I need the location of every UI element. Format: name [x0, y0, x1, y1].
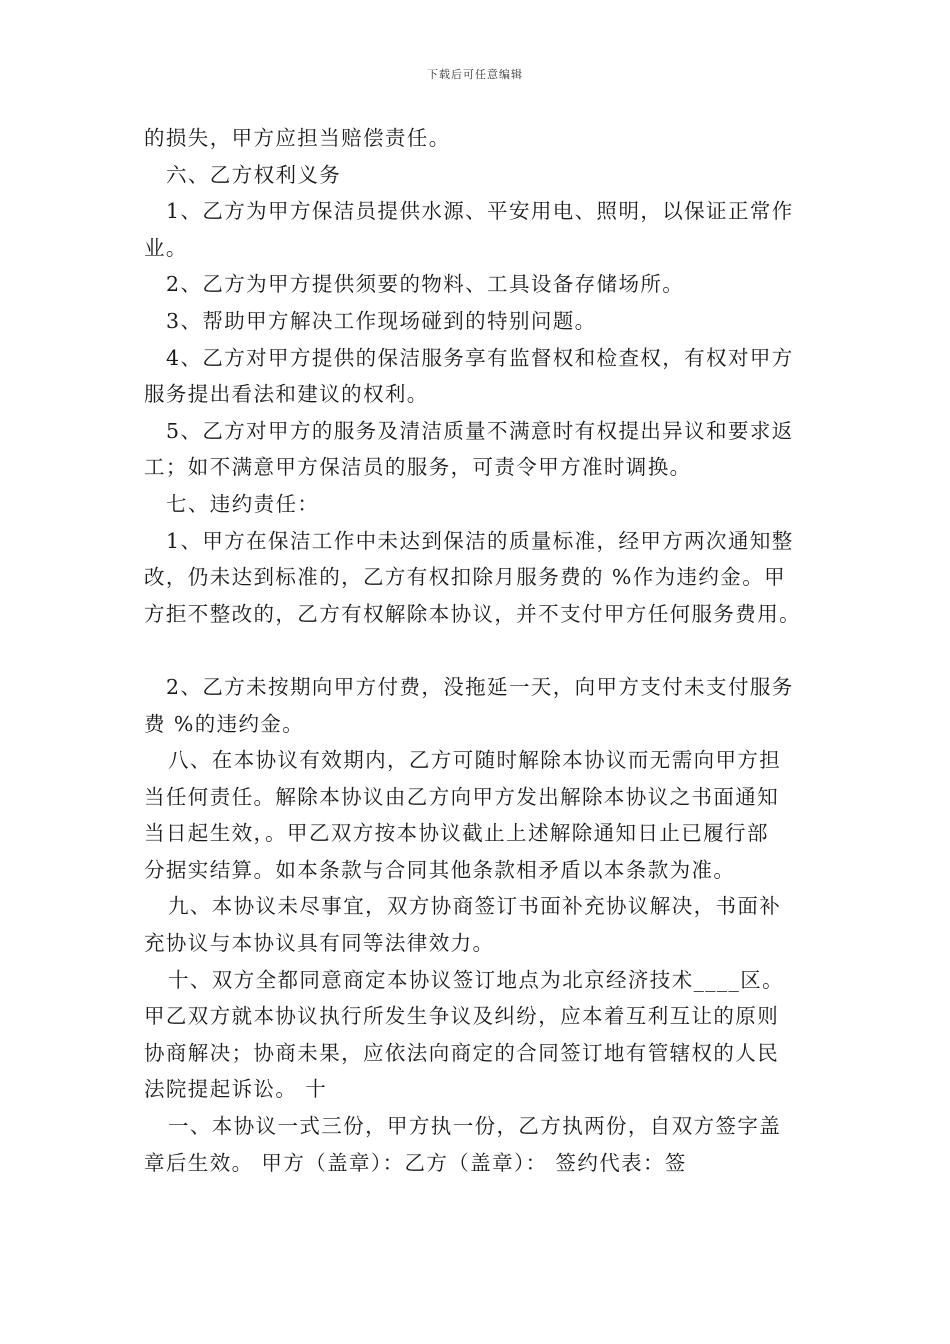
paragraph-line: 3、帮助甲方解决工作现场碰到的特别问题。 — [166, 308, 597, 333]
document-body — [144, 120, 816, 1181]
section-heading-ten: 十、双方全都同意商定本协议签订地点为北京经济技术____区。 — [168, 967, 784, 992]
paragraph-line: 4、乙方对甲方提供的保洁服务享有监督权和检查权，有权对甲方 — [166, 345, 794, 370]
paragraph-line: 工；如不满意甲方保洁员的服务，可责令甲方准时调换。 — [144, 455, 692, 480]
paragraph-line: 章后生效。 甲方（盖章）：乙方（盖章）： 签约代表：签 — [144, 1150, 687, 1175]
section-heading-nine: 九、本协议未尽事宜，双方协商签订书面补充协议解决，书面补 — [168, 894, 782, 919]
header-note: 下载后可任意编辑 — [427, 68, 523, 81]
blank-line — [144, 632, 816, 669]
paragraph-line: 分据实结算。如本条款与合同其他条款相矛盾以本条款为准。 — [144, 857, 736, 882]
paragraph-line: 1、甲方在保洁工作中未达到保洁的质量标准，经甲方两次通知整 — [166, 528, 794, 553]
paragraph-line: 协商解决；协商未果，应依法向商定的合同签订地有管辖权的人民 — [144, 1040, 780, 1065]
paragraph-line: 甲乙双方就本协议执行所发生争议及纠纷，应本着互利互让的原则 — [144, 1004, 780, 1029]
paragraph-line: 2、乙方未按期向甲方付费，没拖延一天，向甲方支付未支付服务 — [166, 674, 794, 699]
paragraph-line: 服务提出看法和建议的权利。 — [144, 382, 429, 407]
paragraph-line: 方拒不整改的，乙方有权解除本协议，并不支付甲方任何服务费用。 — [144, 601, 801, 626]
paragraph-line: 当日起生效，。甲乙双方按本协议截止上述解除通知日止已履行部 — [144, 821, 769, 846]
section-heading-eleven: 一、本协议一式三份，甲方执一份，乙方执两份，自双方签字盖 — [168, 1114, 782, 1139]
paragraph-line: 费 %的违约金。 — [144, 711, 305, 736]
paragraph-line: 法院提起诉讼。 十 — [144, 1077, 328, 1102]
paragraph-line: 5、乙方对甲方的服务及清洁质量不满意时有权提出异议和要求返 — [166, 418, 794, 443]
section-heading-eight: 八、在本协议有效期内，乙方可随时解除本协议而无需向甲方担 — [168, 748, 782, 773]
section-heading-six: 六、乙方权利义务 — [166, 162, 342, 187]
paragraph-line: 当任何责任。解除本协议由乙方向甲方发出解除本协议之书面通知 — [144, 784, 780, 809]
paragraph-line: 的损失，甲方应担当赔偿责任。 — [144, 126, 451, 150]
paragraph-line: 业。 — [144, 235, 188, 260]
paragraph-line: 2、乙方为甲方提供须要的物料、工具设备存储场所。 — [166, 272, 685, 297]
paragraph-line: 改，仍未达到标准的，乙方有权扣除月服务费的 %作为违约金。甲 — [144, 565, 786, 590]
section-heading-seven: 七、违约责任： — [166, 491, 320, 516]
paragraph-line: 充协议与本协议具有同等法律效力。 — [144, 931, 495, 956]
paragraph-line: 1、乙方为甲方保洁员提供水源、平安用电、照明，以保证正常作 — [166, 199, 794, 224]
